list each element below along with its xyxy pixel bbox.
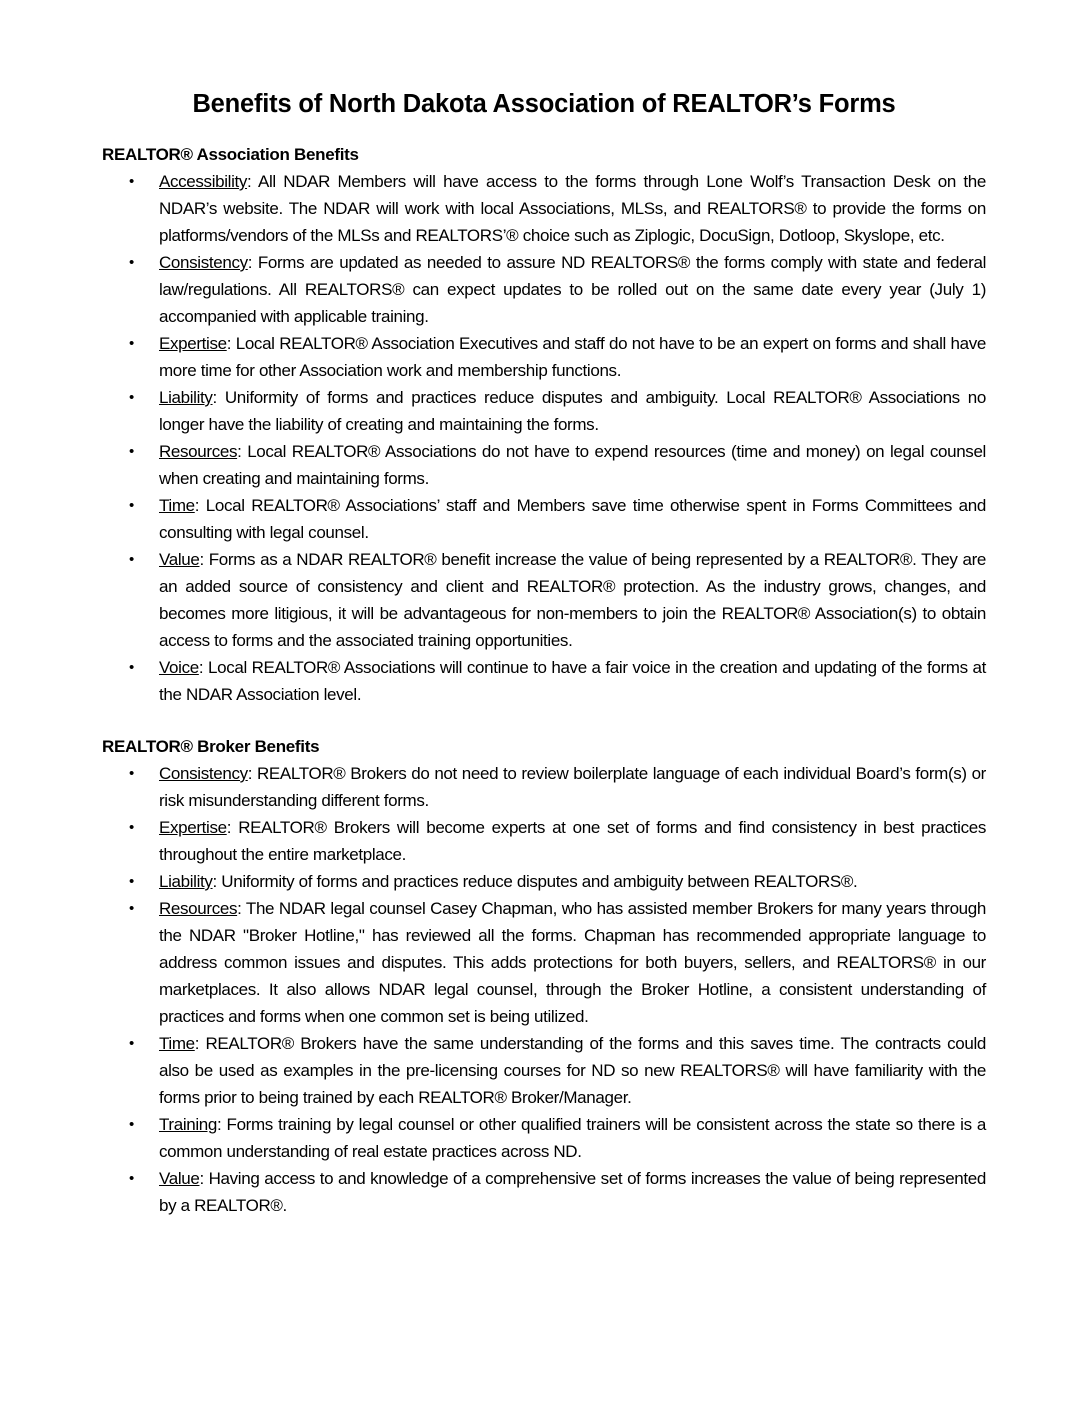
benefit-term: Time: [159, 1034, 195, 1053]
association-benefits-list: [102, 168, 986, 708]
benefit-term: Consistency: [159, 253, 248, 272]
bullet-icon: •: [129, 873, 134, 890]
benefit-text: Forms as a NDAR REALTOR® benefit increase the value of being represented by a REALTOR®. They are an added source of consistency and client and REALTOR® protection. As the industry grows, changes, and becomes more litigious, it will be advantageous for non-members to join the REALTOR® Association(s) to obtain access to forms and the associated training opportunities.: [159, 550, 986, 650]
list-item: [129, 1111, 986, 1165]
term-separator: :: [199, 1169, 209, 1188]
benefit-text: Forms are updated as needed to assure ND REALTORS® the forms comply with state and federal law/regulations. All REALTORS® can expect updates to be rolled out on the same date every year (July 1) accompanied with applicable training.: [159, 253, 986, 326]
list-item: [129, 384, 986, 438]
bullet-icon: •: [129, 1116, 134, 1133]
list-item: [129, 492, 986, 546]
benefit-term: Resources: [159, 442, 238, 461]
benefit-text: Forms training by legal counsel or other qualified trainers will be consistent across the state so there is a common understanding of real estate practices across ND.: [159, 1115, 986, 1161]
benefit-term: Accessibility: [159, 172, 248, 191]
benefit-text: Local REALTOR® Associations do not have to expend resources (time and money) on legal counsel when creating and maintaining forms.: [159, 442, 986, 488]
benefit-term: Voice: [159, 658, 199, 677]
term-separator: :: [217, 1115, 227, 1134]
term-separator: :: [194, 1034, 206, 1053]
document-title: Benefits of North Dakota Association of REALTOR’s Forms: [192, 90, 896, 118]
list-item: [129, 895, 986, 1030]
benefit-term: Time: [159, 496, 195, 515]
benefit-term: Value: [159, 550, 200, 569]
bullet-icon: •: [129, 900, 134, 917]
benefit-text: Local REALTOR® Associations will continue to have a fair voice in the creation and updating of the forms at the NDAR Association level.: [159, 658, 986, 704]
bullet-icon: •: [129, 497, 134, 514]
list-item: [129, 249, 986, 330]
benefit-term: Liability: [159, 388, 213, 407]
benefit-text: Local REALTOR® Association Executives and staff do not have to be an expert on forms and shall have more time for other Association work and membership functions.: [159, 334, 986, 380]
term-separator: :: [212, 388, 225, 407]
bullet-icon: •: [129, 659, 134, 676]
benefit-term: Resources: [159, 899, 238, 918]
benefit-text: All NDAR Members will have access to the forms through Lone Wolf’s Transaction Desk on the NDAR’s website. The NDAR will work with local Associations, MLSs, and REALTORS® to provide the forms on platforms/vendors of the MLSs and REALTORS’® choice such as Ziplogic, DocuSign, Dotloop, Skyslope, etc.: [159, 172, 987, 245]
benefit-text: Having access to and knowledge of a comprehensive set of forms increases the value of being represented by a REALTOR®.: [159, 1169, 986, 1215]
bullet-icon: •: [129, 335, 134, 352]
list-item: [129, 168, 987, 249]
broker-benefits-section: [102, 734, 986, 1219]
list-item: [129, 1165, 986, 1219]
benefit-text: The NDAR legal counsel Casey Chapman, who has assisted member Brokers for many years through the NDAR "Broker Hotline," has reviewed all the forms. Chapman has recommended appropriate language to address common issues and disputes. This adds protections for both buyers, sellers, and REALTORS® in our marketplaces. It also allows NDAR legal counsel, through the Broker Hotline, a consistent understanding of practices and forms when one common set is being utilized.: [159, 899, 986, 1026]
bullet-icon: •: [129, 765, 134, 782]
bullet-icon: •: [129, 551, 134, 568]
term-separator: :: [198, 658, 208, 677]
list-item: [129, 654, 986, 708]
list-item: [129, 546, 986, 654]
benefit-text: Uniformity of forms and practices reduce disputes and ambiguity between REALTORS®.: [221, 872, 858, 891]
benefit-text: REALTOR® Brokers do not need to review boilerplate language of each individual Board’s form(s) or risk misunderstanding different forms.: [159, 764, 986, 810]
bullet-icon: •: [129, 254, 134, 271]
benefit-term: Expertise: [159, 334, 227, 353]
term-separator: :: [247, 253, 258, 272]
association-benefits-heading: REALTOR® Association Benefits: [102, 145, 359, 164]
bullet-icon: •: [129, 173, 134, 190]
benefit-term: Expertise: [159, 818, 227, 837]
term-separator: :: [247, 764, 257, 783]
list-item: [129, 1030, 987, 1111]
benefit-term: Liability: [159, 872, 213, 891]
term-separator: :: [226, 818, 239, 837]
term-separator: :: [194, 496, 206, 515]
bullet-icon: •: [129, 1170, 134, 1187]
association-benefits-section: [102, 142, 986, 708]
list-item: [129, 438, 986, 492]
term-separator: :: [199, 550, 209, 569]
section-spacer: [102, 708, 986, 734]
term-separator: :: [226, 334, 236, 353]
term-separator: :: [237, 442, 248, 461]
bullet-icon: •: [129, 389, 134, 406]
term-separator: :: [212, 872, 222, 891]
broker-benefits-list: [102, 760, 986, 1219]
benefit-term: Value: [159, 1169, 200, 1188]
benefit-term: Training: [159, 1115, 217, 1134]
bullet-icon: •: [129, 443, 134, 460]
benefit-text: Uniformity of forms and practices reduce disputes and ambiguity. Local REALTOR® Associations no longer have the liability of creating and maintaining the forms.: [159, 388, 986, 434]
benefit-term: Consistency: [159, 764, 248, 783]
list-item: [129, 814, 986, 868]
bullet-icon: •: [129, 1035, 134, 1052]
term-separator: :: [247, 172, 258, 191]
list-item: [129, 330, 986, 384]
term-separator: :: [237, 899, 246, 918]
list-item: [129, 868, 986, 895]
benefit-text: REALTOR® Brokers will become experts at one set of forms and find consistency in best practices throughout the entire marketplace.: [159, 818, 986, 864]
benefit-text: Local REALTOR® Associations’ staff and Members save time otherwise spent in Forms Committees and consulting with legal counsel.: [159, 496, 986, 542]
benefit-text: REALTOR® Brokers have the same understanding of the forms and this saves time. The contracts could also be used as examples in the pre-licensing courses for ND so new REALTORS® will have familiarity with the forms prior to being trained by each REALTOR® Broker/Manager.: [159, 1034, 987, 1107]
bullet-icon: •: [129, 819, 134, 836]
broker-benefits-heading: REALTOR® Broker Benefits: [102, 737, 320, 756]
list-item: [129, 760, 986, 814]
